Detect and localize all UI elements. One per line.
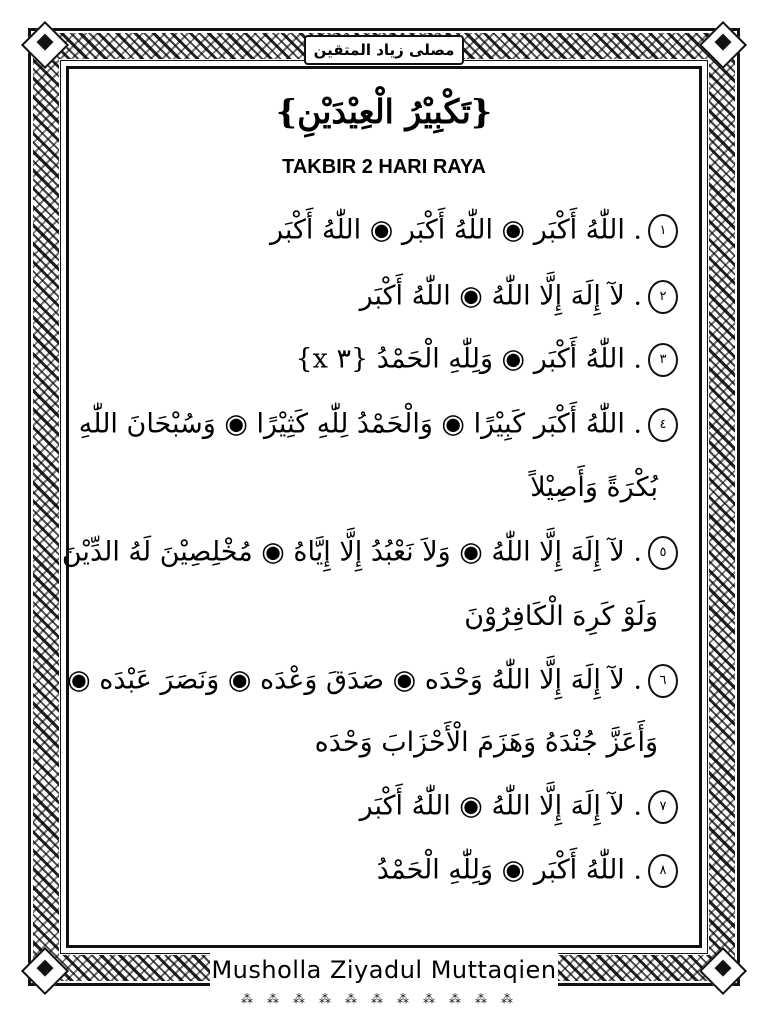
takbir-line-8 bbox=[377, 854, 678, 888]
number-badge: ١ bbox=[648, 214, 678, 248]
takbir-text: . لآ إِلَهَ إِلَّا اللّٰهُ وَحْدَه ◉ صَدَقَ وَعْدَه ◉ وَنَصَرَ عَبْدَه ◉ bbox=[67, 664, 642, 696]
takbir-line-1 bbox=[270, 214, 678, 248]
takbir-text: . لآ إِلَهَ إِلَّا اللّٰهُ ◉ اللّٰهُ أَكْبَر bbox=[359, 790, 642, 822]
number-badge: ٤ bbox=[648, 408, 678, 442]
takbir-line-4 bbox=[79, 408, 678, 442]
number-badge: ٣ bbox=[648, 343, 678, 377]
header-label: مصلى زياد المتقين bbox=[304, 35, 464, 65]
takbir-line-3 bbox=[295, 343, 678, 377]
takbir-text: . اللّٰهُ أَكْبَر ◉ وَلِلّٰهِ الْحَمْدُ {٣ x} bbox=[295, 343, 642, 375]
number-badge: ٨ bbox=[648, 854, 678, 888]
number-badge: ٧ bbox=[648, 790, 678, 824]
page-subtitle: TAKBIR 2 HARI RAYA bbox=[282, 156, 486, 178]
number-badge: ٥ bbox=[648, 536, 678, 570]
takbir-text: . لآ إِلَهَ إِلَّا اللّٰهُ ◉ اللّٰهُ أَكْبَر bbox=[359, 280, 642, 312]
takbir-line-5-continued: وَلَوْ كَرِهَ الْكَافِرُوْنَ bbox=[464, 601, 658, 632]
number-badge: ٢ bbox=[648, 280, 678, 314]
takbir-line-4-continued: بُكْرَةً وَأَصِيْلاً bbox=[530, 472, 658, 503]
takbir-line-6 bbox=[67, 664, 678, 698]
arabic-title: {تَكْبِيْرُ الْعِيْدَيْنِ} bbox=[275, 92, 493, 131]
takbir-line-7 bbox=[360, 790, 678, 824]
takbir-text: . لآ إِلَهَ إِلَّا اللّٰهُ ◉ وَلاَ نَعْبُدُ إِلَّا إِيَّاهُ ◉ مُخْلِصِيْنَ لَهُ الدِّيْنَ bbox=[61, 536, 642, 568]
takbir-line-6-continued: وَأَعَزَّ جُنْدَهُ وَهَزَمَ الْأَحْزَابَ وَحْدَه bbox=[314, 727, 658, 758]
takbir-text: . اللّٰهُ أَكْبَر ◉ اللّٰهُ أَكْبَر ◉ اللّٰهُ أَكْبَر bbox=[270, 214, 642, 246]
footer-ornament: ⁂⁂⁂⁂⁂⁂⁂⁂⁂⁂⁂ bbox=[241, 992, 527, 1006]
takbir-line-5 bbox=[62, 536, 678, 570]
footer-label: Musholla Ziyadul Muttaqien bbox=[210, 950, 558, 990]
takbir-text: . اللّٰهُ أَكْبَر ◉ وَلِلّٰهِ الْحَمْدُ bbox=[376, 854, 642, 886]
takbir-text: . اللّٰهُ أَكْبَر كَبِيْرًا ◉ وَالْحَمْدُ لِلّٰهِ كَثِيْرًا ◉ وَسُبْحَانَ اللّٰهِ bbox=[78, 408, 642, 440]
takbir-line-2 bbox=[360, 280, 678, 314]
number-badge: ٦ bbox=[648, 664, 678, 698]
